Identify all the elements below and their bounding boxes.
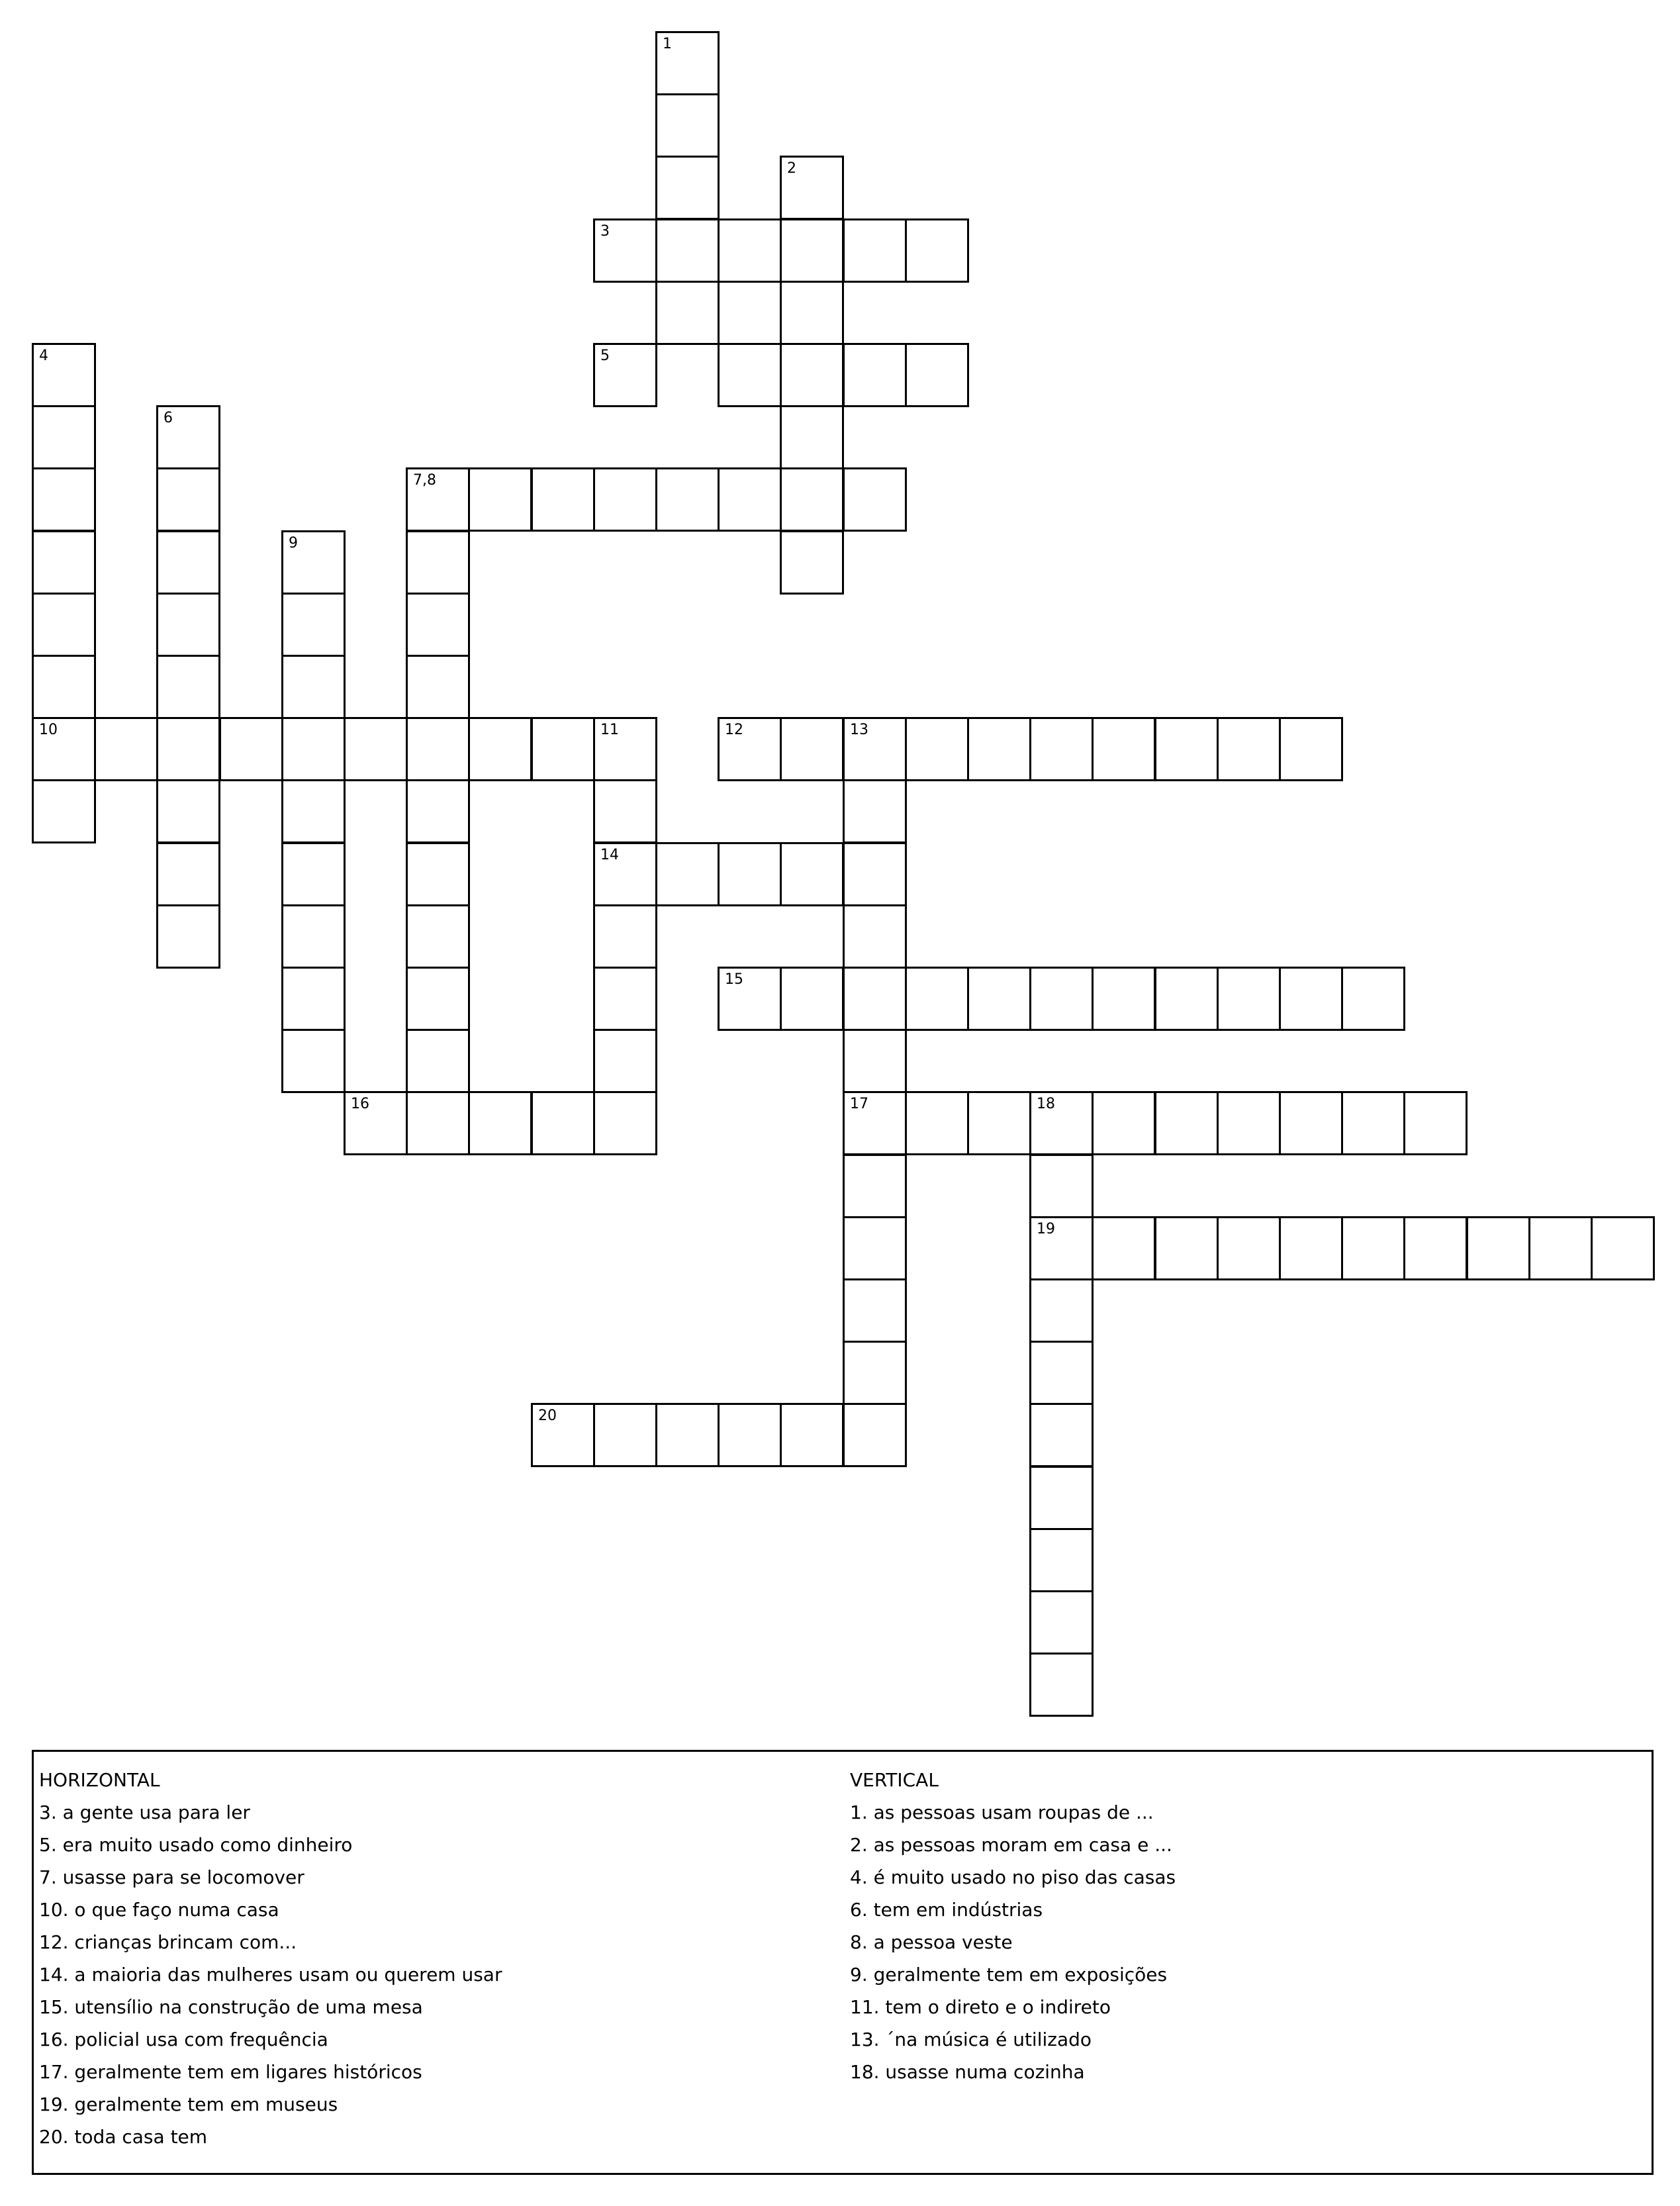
crossword-cell[interactable] <box>32 655 96 719</box>
crossword-cell[interactable] <box>1092 1216 1156 1280</box>
crossword-cell[interactable] <box>281 593 346 657</box>
crossword-cell[interactable] <box>94 717 158 781</box>
crossword-cell[interactable] <box>406 967 470 1031</box>
crossword-cell[interactable] <box>780 281 844 345</box>
crossword-cell[interactable] <box>843 1154 907 1218</box>
cell-number: 9 <box>289 535 298 552</box>
horizontal-clues <box>39 1764 502 2153</box>
horizontal-heading: HORIZONTAL <box>39 1769 160 1791</box>
crossword-cell[interactable] <box>655 467 720 532</box>
crossword-cell[interactable] <box>32 343 96 407</box>
crossword-cell[interactable] <box>780 343 844 407</box>
cell-number: 7,8 <box>413 472 436 489</box>
crossword-cell[interactable] <box>1029 1528 1094 1592</box>
cell-number: 6 <box>163 410 173 426</box>
clue-vertical-8: 8. a pessoa veste <box>850 1931 1013 1953</box>
crossword-cell[interactable] <box>780 967 844 1031</box>
crossword-cell[interactable] <box>32 405 96 469</box>
clue-vertical-11: 11. tem o direto e o indireto <box>850 1996 1111 2018</box>
crossword-cell[interactable] <box>593 1091 657 1155</box>
crossword-cell[interactable] <box>32 530 96 595</box>
crossword-cell[interactable] <box>406 779 470 843</box>
crossword-cell[interactable] <box>531 467 595 532</box>
cell-number: 18 <box>1037 1096 1055 1112</box>
crossword-cell[interactable] <box>718 467 782 532</box>
cell-number: 12 <box>725 722 743 738</box>
crossword-cell[interactable] <box>1217 1091 1281 1155</box>
crossword-cell[interactable] <box>1279 1091 1343 1155</box>
crossword-cell[interactable] <box>531 1403 595 1467</box>
crossword-cell[interactable] <box>843 1029 907 1093</box>
crossword-cell[interactable] <box>843 779 907 843</box>
crossword-cell[interactable] <box>32 467 96 532</box>
crossword-cell[interactable] <box>468 467 532 532</box>
crossword-cell[interactable] <box>780 156 844 220</box>
crossword-cell[interactable] <box>281 779 346 843</box>
crossword-cell[interactable] <box>1029 1403 1094 1467</box>
cell-number: 10 <box>39 722 58 738</box>
crossword-cell[interactable] <box>1279 1216 1343 1280</box>
crossword-cell[interactable] <box>281 717 346 781</box>
crossword-cell[interactable] <box>718 967 782 1031</box>
crossword-cell[interactable] <box>655 31 720 95</box>
crossword-cell[interactable] <box>1279 717 1343 781</box>
clue-vertical-4: 4. é muito usado no piso das casas <box>850 1866 1176 1888</box>
crossword-cell[interactable] <box>843 1278 907 1343</box>
crossword-cell[interactable] <box>780 1403 844 1467</box>
crossword-cell[interactable] <box>593 218 657 283</box>
clue-vertical-18: 18. usasse numa cozinha <box>850 2061 1085 2083</box>
crossword-cell[interactable] <box>156 904 220 969</box>
cell-number: 19 <box>1037 1221 1055 1237</box>
crossword-cell[interactable] <box>843 1403 907 1467</box>
crossword-cell[interactable] <box>1154 967 1219 1031</box>
crossword-cell[interactable] <box>655 93 720 158</box>
crossword-cell[interactable] <box>967 1091 1031 1155</box>
crossword-cell[interactable] <box>1403 1216 1468 1280</box>
crossword-cell[interactable] <box>1217 967 1281 1031</box>
crossword-cell[interactable] <box>344 717 408 781</box>
crossword-cell[interactable] <box>1341 967 1405 1031</box>
crossword-cell[interactable] <box>156 467 220 532</box>
crossword-cell[interactable] <box>655 1403 720 1467</box>
crossword-cell[interactable] <box>905 218 969 283</box>
crossword-cell[interactable] <box>156 779 220 843</box>
crossword-cell[interactable] <box>1154 1091 1219 1155</box>
crossword-cell[interactable] <box>1217 717 1281 781</box>
crossword-cell[interactable] <box>843 1341 907 1405</box>
crossword-cell[interactable] <box>281 655 346 719</box>
crossword-cell[interactable] <box>593 343 657 407</box>
crossword-cell[interactable] <box>1092 967 1156 1031</box>
crossword-cell[interactable] <box>780 717 844 781</box>
clue-vertical-1: 1. as pessoas usam roupas de ... <box>850 1801 1154 1823</box>
crossword-cell[interactable] <box>1029 1466 1094 1530</box>
crossword-cell[interactable] <box>905 343 969 407</box>
crossword-cell[interactable] <box>468 717 532 781</box>
cell-number: 20 <box>538 1408 557 1424</box>
crossword-cell[interactable] <box>281 842 346 906</box>
crossword-cell[interactable] <box>967 717 1031 781</box>
crossword-cell[interactable] <box>1029 1091 1094 1155</box>
crossword-cell[interactable] <box>780 467 844 532</box>
crossword-cell[interactable] <box>1029 1341 1094 1405</box>
clue-horizontal-20: 20. toda casa tem <box>39 2126 208 2148</box>
clue-vertical-9: 9. geralmente tem em exposições <box>850 1964 1168 1986</box>
clue-horizontal-17: 17. geralmente tem em ligares históricos <box>39 2061 422 2083</box>
crossword-cell[interactable] <box>1029 967 1094 1031</box>
crossword-cell[interactable] <box>718 218 782 283</box>
crossword-cell[interactable] <box>1092 1091 1156 1155</box>
crossword-cell[interactable] <box>156 842 220 906</box>
crossword-cell[interactable] <box>905 717 969 781</box>
crossword-cell[interactable] <box>905 1091 969 1155</box>
crossword-cell[interactable] <box>1092 717 1156 781</box>
clue-vertical-13: 13. ´na música é utilizado <box>850 2029 1092 2050</box>
crossword-cell[interactable] <box>718 842 782 906</box>
clue-horizontal-12: 12. crianças brincam com... <box>39 1931 297 1953</box>
crossword-cell[interactable] <box>1029 717 1094 781</box>
crossword-cell[interactable] <box>843 1091 907 1155</box>
clue-horizontal-19: 19. geralmente tem em museus <box>39 2093 338 2115</box>
crossword-cell[interactable] <box>593 967 657 1031</box>
crossword-cell[interactable] <box>406 904 470 969</box>
crossword-cell[interactable] <box>655 218 720 283</box>
crossword-cell[interactable] <box>1029 1278 1094 1343</box>
crossword-cell[interactable] <box>1403 1091 1468 1155</box>
crossword-cell[interactable] <box>406 1091 470 1155</box>
crossword-cell[interactable] <box>843 467 907 532</box>
crossword-cell[interactable] <box>281 967 346 1031</box>
crossword-cell[interactable] <box>1029 1590 1094 1654</box>
cell-number: 17 <box>850 1096 868 1112</box>
crossword-cell[interactable] <box>1466 1216 1530 1280</box>
crossword-cell[interactable] <box>406 593 470 657</box>
crossword-cell[interactable] <box>593 717 657 781</box>
crossword-cell[interactable] <box>967 967 1031 1031</box>
crossword-cell[interactable] <box>718 1403 782 1467</box>
clue-vertical-6: 6. tem em indústrias <box>850 1899 1043 1921</box>
crossword-cell[interactable] <box>281 904 346 969</box>
crossword-cell[interactable] <box>531 717 595 781</box>
crossword-cell[interactable] <box>843 218 907 283</box>
crossword-cell[interactable] <box>1341 1216 1405 1280</box>
crossword-cell[interactable] <box>718 343 782 407</box>
clue-vertical-2: 2. as pessoas moram em casa e ... <box>850 1834 1172 1856</box>
crossword-cell[interactable] <box>1528 1216 1593 1280</box>
clue-horizontal-5: 5. era muito usado como dinheiro <box>39 1834 353 1856</box>
cell-number: 13 <box>850 722 868 738</box>
vertical-heading: VERTICAL <box>850 1769 939 1791</box>
crossword-cell[interactable] <box>1217 1216 1281 1280</box>
crossword-cell[interactable] <box>219 717 283 781</box>
crossword-cell[interactable] <box>32 593 96 657</box>
cell-number: 4 <box>39 348 48 364</box>
crossword-cell[interactable] <box>406 655 470 719</box>
vertical-clues <box>850 1764 1176 2088</box>
crossword-cell[interactable] <box>780 530 844 595</box>
crossword-cell[interactable] <box>281 530 346 595</box>
cell-number: 16 <box>351 1096 369 1112</box>
crossword-cell[interactable] <box>1591 1216 1655 1280</box>
crossword-cell[interactable] <box>531 1091 595 1155</box>
clue-horizontal-14: 14. a maioria das mulheres usam ou querem usar <box>39 1964 502 1986</box>
crossword-cell[interactable] <box>156 530 220 595</box>
crossword-cell[interactable] <box>655 842 720 906</box>
crossword-cell[interactable] <box>1029 1154 1094 1218</box>
clue-horizontal-3: 3. a gente usa para ler <box>39 1801 250 1823</box>
crossword-cell[interactable] <box>593 842 657 906</box>
crossword-cell[interactable] <box>655 281 720 345</box>
crossword-cell[interactable] <box>593 1403 657 1467</box>
cell-number: 11 <box>600 722 619 738</box>
crossword-cell[interactable] <box>281 1029 346 1093</box>
crossword-cell[interactable] <box>156 717 220 781</box>
clue-horizontal-10: 10. o que faço numa casa <box>39 1899 279 1921</box>
crossword-cell[interactable] <box>780 405 844 469</box>
crossword-cell[interactable] <box>406 1029 470 1093</box>
crossword-cell[interactable] <box>406 530 470 595</box>
crossword-cell[interactable] <box>468 1091 532 1155</box>
crossword-cell[interactable] <box>1154 717 1219 781</box>
crossword-cell[interactable] <box>1029 1653 1094 1717</box>
crossword-cell[interactable] <box>1029 1216 1094 1280</box>
crossword-cell[interactable] <box>718 281 782 345</box>
crossword-cell[interactable] <box>843 1216 907 1280</box>
cell-number: 1 <box>663 36 672 52</box>
crossword-cell[interactable] <box>32 779 96 843</box>
crossword-cell[interactable] <box>156 593 220 657</box>
clue-horizontal-16: 16. policial usa com frequência <box>39 2029 328 2050</box>
crossword-cell[interactable] <box>655 156 720 220</box>
crossword-cell[interactable] <box>718 717 782 781</box>
crossword-cell[interactable] <box>843 904 907 969</box>
crossword-cell[interactable] <box>406 842 470 906</box>
cell-number: 5 <box>600 348 610 364</box>
crossword-cell[interactable] <box>406 717 470 781</box>
cell-number: 3 <box>600 223 610 240</box>
crossword-cell[interactable] <box>1341 1091 1405 1155</box>
clue-horizontal-7: 7. usasse para se locomover <box>39 1866 304 1888</box>
cell-number: 2 <box>787 160 796 177</box>
crossword-cell[interactable] <box>344 1091 408 1155</box>
crossword-cell[interactable] <box>1279 967 1343 1031</box>
crossword-cell[interactable] <box>593 467 657 532</box>
crossword-cell[interactable] <box>593 1029 657 1093</box>
crossword-cell[interactable] <box>593 779 657 843</box>
cell-number: 15 <box>725 971 743 988</box>
crossword-cell[interactable] <box>406 467 470 532</box>
crossword-cell[interactable] <box>780 218 844 283</box>
crossword-cell[interactable] <box>593 904 657 969</box>
crossword-cell[interactable] <box>905 967 969 1031</box>
clue-horizontal-15: 15. utensílio na construção de uma mesa <box>39 1996 423 2018</box>
crossword-cell[interactable] <box>780 842 844 906</box>
crossword-cell[interactable] <box>156 655 220 719</box>
crossword-cell[interactable] <box>32 717 96 781</box>
crossword-cell[interactable] <box>1154 1216 1219 1280</box>
clues-panel <box>32 1750 1654 2175</box>
crossword-cell[interactable] <box>156 405 220 469</box>
cell-number: 14 <box>600 847 619 863</box>
crossword-cell[interactable] <box>843 343 907 407</box>
crossword-cell[interactable] <box>843 717 907 781</box>
crossword-cell[interactable] <box>843 842 907 906</box>
crossword-cell[interactable] <box>843 967 907 1031</box>
